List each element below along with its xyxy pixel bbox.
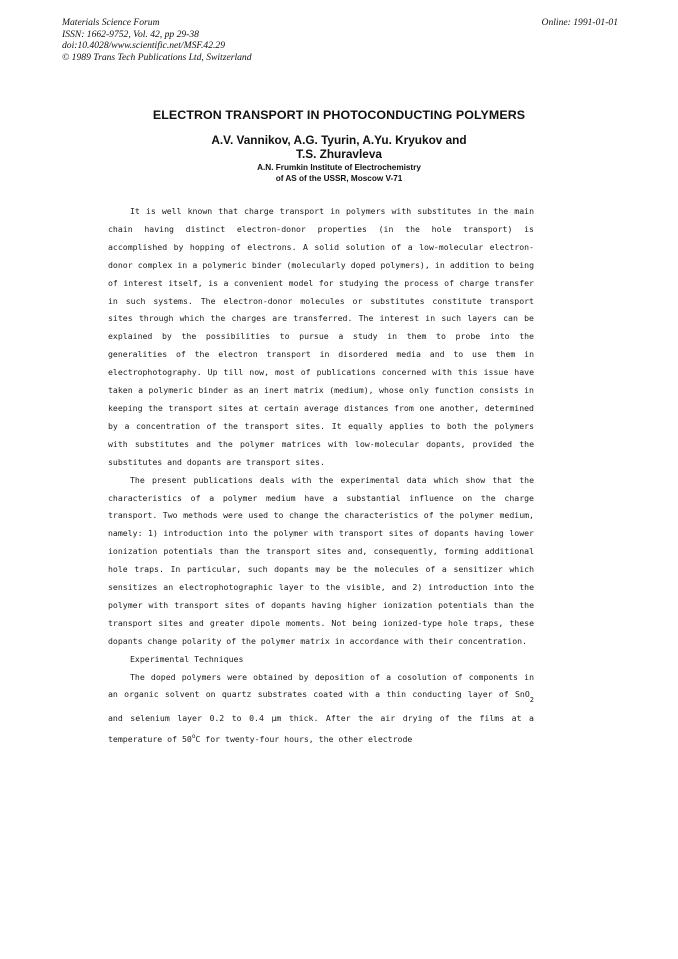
subscript-2: 2 <box>529 696 534 705</box>
p3-text-a: The doped polymers were obtained by deposition of a cosolution of components in an organic solvent on quartz substrates coated with a thin conducting layer of SnO <box>108 671 534 700</box>
author-list <box>0 134 678 161</box>
affiliation-line-1: A.N. Frumkin Institute of Electrochemistry <box>257 163 421 172</box>
p3-text-b: and selenium layer 0.2 to 0.4 μm thick. After the air drying of the films at a temperature of 50 <box>108 713 534 745</box>
paper-title: ELECTRON TRANSPORT IN PHOTOCONDUCTING POLYMERS <box>152 108 526 122</box>
journal-header <box>62 17 618 63</box>
journal-name: Materials Science Forum <box>62 17 160 28</box>
online-date: Online: 1991-01-01 <box>541 17 618 28</box>
authors-line-1: A.V. Vannikov, A.G. Tyurin, A.Yu. Kryukov and <box>211 133 467 147</box>
body-paragraph-3 <box>108 669 534 750</box>
degree-superscript: o <box>191 733 196 741</box>
issn-line: ISSN: 1662-9752, Vol. 42, pp 29-38 <box>62 28 199 40</box>
copyright-line: © 1989 Trans Tech Publications Ltd, Switzerland <box>62 51 252 63</box>
paper-body <box>108 203 534 749</box>
section-heading: Experimental Techniques <box>130 653 244 664</box>
affiliation-line-2: of AS of the USSR, Moscow V-71 <box>275 173 403 183</box>
body-paragraph-2: The present publications deals with the experimental data which show that the characteristics of a polymer medium have a substantial influence on the charge transport. Two methods were used to change the characteristics of the polymer medium, namely: 1) introduction into the polymer with transport sites of dopants having lower ionization potentials than the transport sites and, consequently, forming additional hole traps. In particular, such dopants may be the molecules of a sensitizer which sensitizes an electrophotographic layer to the visible, and 2) introduction into the polymer with transport sites of dopants having higher ionization potentials than the transport sites and greater dipole moments. Not being ionized-type hole traps, these dopants change polarity of the polymer matrix in accordance with their concentration. <box>108 474 534 646</box>
body-paragraph-1: It is well known that charge transport in polymers with substitutes in the main chain having distinct electron-donor properties (in the hole transport) is accomplished by hopping of electrons. A solid solution of a low-molecular electron-donor complex in a polymeric binder (molecularly doped polymers), in addition to being of interest itself, is a convenient model for studying the process of charge transfer in such systems. The electron-donor molecules or substitutes constitute transport sites through which the charges are transferred. The interest in such layers can be explained by the possibilities to pursue a study in them to probe into the generalities of the electron transport in disordered media and to use them in electrophotography. Up till now, most of publications concerned with this issue have taken a polymeric binder as an inert matrix (medium), whose only function consists in keeping the transport sites at certain average distances from one another, determined by a concentration of the transport sites. It equally applies to both the polymers with substitutes and the polymer matrices with low-molecular dopants, provided the substitutes and dopants are transport sites. <box>108 206 534 467</box>
affiliation <box>0 163 678 184</box>
doi-line: doi:10.4028/www.scientific.net/MSF.42.29 <box>62 40 225 51</box>
authors-line-2: T.S. Zhuravleva <box>296 146 382 161</box>
p3-text-c: C for twenty-four hours, the other electrode <box>195 734 413 745</box>
